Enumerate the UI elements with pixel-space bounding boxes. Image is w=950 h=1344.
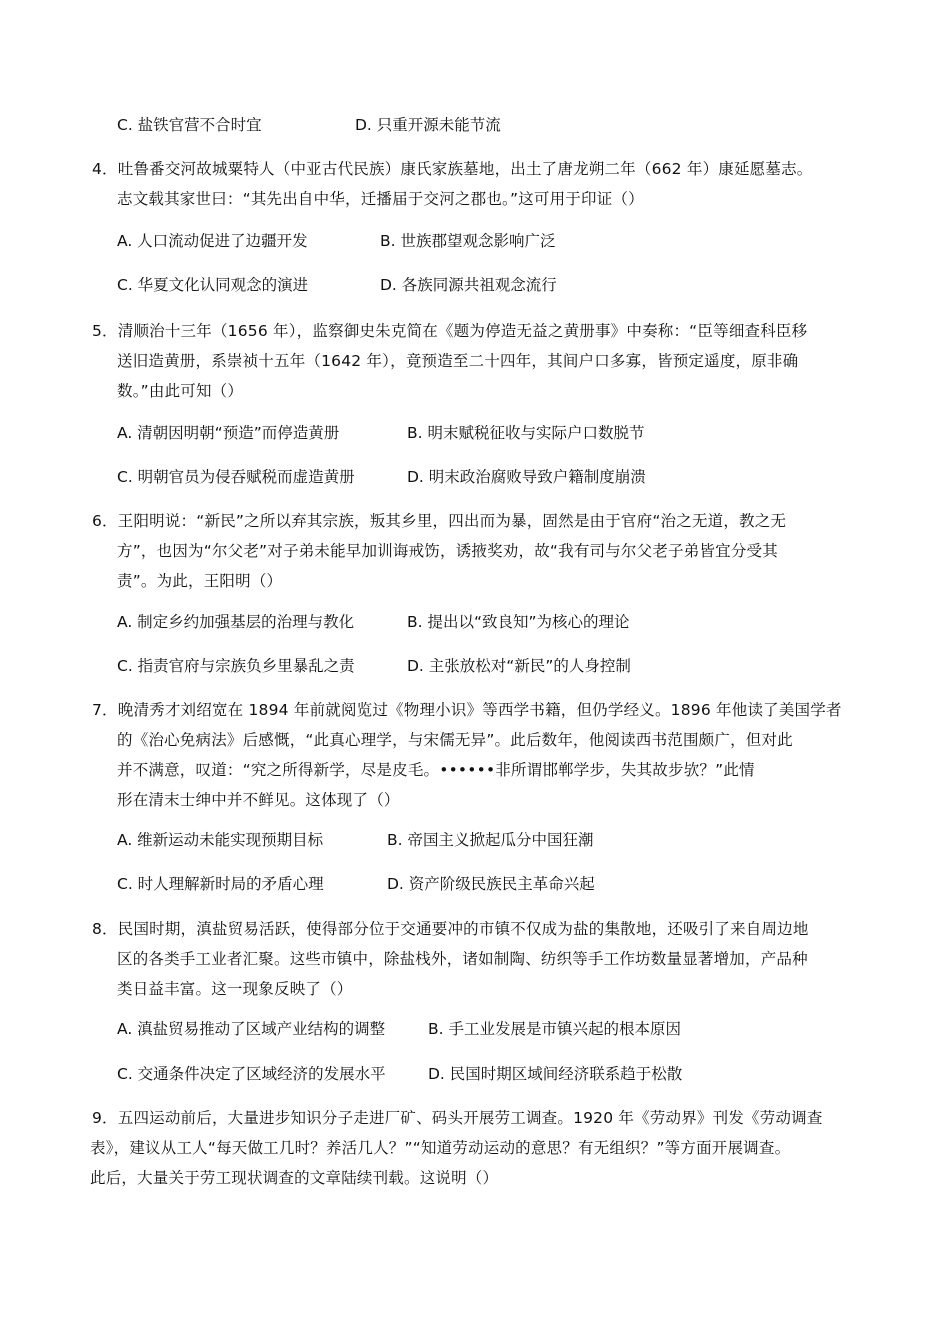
q5-option-c: C. 明朝官员为侵吞赋税而虚造黄册 — [117, 468, 355, 486]
q4-stem-line-2: 志文载其家世曰：“其先出自中华，迁播届于交河之郡也。”这可用于印证（） — [117, 190, 644, 208]
q5-stem-line-2: 送旧造黄册，系崇祯十五年（1642 年），竟预造至二十四年，其间户口多寡，皆预定遥度，原非确 — [117, 352, 799, 370]
q7-stem-line-4: 形在清末士绅中并不鲜见。这体现了（） — [117, 791, 400, 809]
q5-option-b: B. 明末赋税征收与实际户口数脱节 — [407, 424, 645, 442]
q8-stem-line-3: 类日益丰富。这一现象反映了（） — [117, 980, 353, 998]
q7-option-b: B. 帝国主义掀起瓜分中国狂潮 — [387, 831, 594, 849]
q8-stem-line-1: 8．民国时期，滇盐贸易活跃，使得部分位于交通要冲的市镇不仅成为盐的集散地，还吸引了来自周边地 — [92, 920, 809, 938]
q9-stem-line-1: 9．五四运动前后，大量进步知识分子走进厂矿、码头开展劳工调查。1920 年《劳动界》刊发《劳动调查 — [92, 1109, 823, 1127]
q8-stem-line-2: 区的各类手工业者汇聚。这些市镇中，除盐栈外，诸如制陶、纺织等手工作坊数量显著增加，产品种 — [117, 950, 808, 968]
q5-stem-line-3: 数。”由此可知（） — [117, 382, 244, 400]
q7-stem-line-3: 并不满意，叹道：“究之所得新学，尽是皮毛。••••••非所谓邯郸学步，失其故步欤？”此情 — [117, 761, 755, 779]
q3-option-c: C. 盐铁官营不合时宜 — [117, 116, 262, 134]
q4-stem-line-1: 4．吐鲁番交河故城粟特人（中亚古代民族）康氏家族墓地，出土了唐龙朔二年（662 年）康延愿墓志。 — [92, 160, 813, 178]
q4-option-b: B. 世族郡望观念影响广泛 — [380, 232, 556, 250]
q7-stem-line-1: 7．晚清秀才刘绍宽在 1894 年前就阅览过《物理小识》等西学书籍，但仍学经义。1896 年他读了美国学者 — [92, 701, 842, 719]
q6-option-d: D. 主张放松对“新民”的人身控制 — [407, 657, 631, 675]
q6-option-c: C. 指责官府与宗族负乡里暴乱之责 — [117, 657, 355, 675]
q7-option-c: C. 时人理解新时局的矛盾心理 — [117, 875, 324, 893]
q9-stem-line-3: 此后，大量关于劳工现状调查的文章陆续刊载。这说明（） — [90, 1169, 499, 1187]
q8-option-a: A. 滇盐贸易推动了区域产业结构的调整 — [117, 1020, 386, 1038]
q4-option-d: D. 各族同源共祖观念流行 — [380, 276, 557, 294]
q5-option-d: D. 明末政治腐败导致户籍制度崩溃 — [407, 468, 646, 486]
q7-option-d: D. 资产阶级民族民主革命兴起 — [387, 875, 595, 893]
q6-stem-line-1: 6．王阳明说：“新民”之所以弃其宗族，叛其乡里，四出而为暴，固然是由于官府“治之无道，教之无 — [92, 512, 787, 530]
q6-option-b: B. 提出以“致良知”为核心的理论 — [407, 613, 630, 631]
q7-option-a: A. 维新运动未能实现预期目标 — [117, 831, 324, 849]
q6-option-a: A. 制定乡约加强基层的治理与教化 — [117, 613, 355, 631]
q8-option-d: D. 民国时期区域间经济联系趋于松散 — [428, 1065, 683, 1083]
q4-option-a: A. 人口流动促进了边疆开发 — [117, 232, 308, 250]
q9-stem-line-2: 表》，建议从工人“每天做工几时？养活几人？”“知道劳动运动的意思？有无组织？”等方面开展调查。 — [90, 1139, 791, 1157]
q6-stem-line-3: 责”。为此，王阳明（） — [117, 572, 283, 590]
q4-option-c: C. 华夏文化认同观念的演进 — [117, 276, 309, 294]
q5-stem-line-1: 5．清顺治十三年（1656 年），监察御史朱克简在《题为停造无益之黄册事》中奏称：“臣等细查科臣移 — [92, 322, 808, 340]
q8-option-b: B. 手工业发展是市镇兴起的根本原因 — [428, 1020, 681, 1038]
q7-stem-line-2: 的《治心免病法》后感慨，“此真心理学，与宋儒无异”。此后数年，他阅读西书范围颇广，但对此 — [117, 731, 793, 749]
q6-stem-line-2: 方”，也因为“尔父老”对子弟未能早加训诲戒饬，诱掖奖劝，故“我有司与尔父老子弟皆宜分受其 — [117, 542, 778, 560]
q5-option-a: A. 清朝因明朝“预造”而停造黄册 — [117, 424, 340, 442]
q3-option-d: D. 只重开源未能节流 — [355, 116, 501, 134]
q8-option-c: C. 交通条件决定了区域经济的发展水平 — [117, 1065, 386, 1083]
